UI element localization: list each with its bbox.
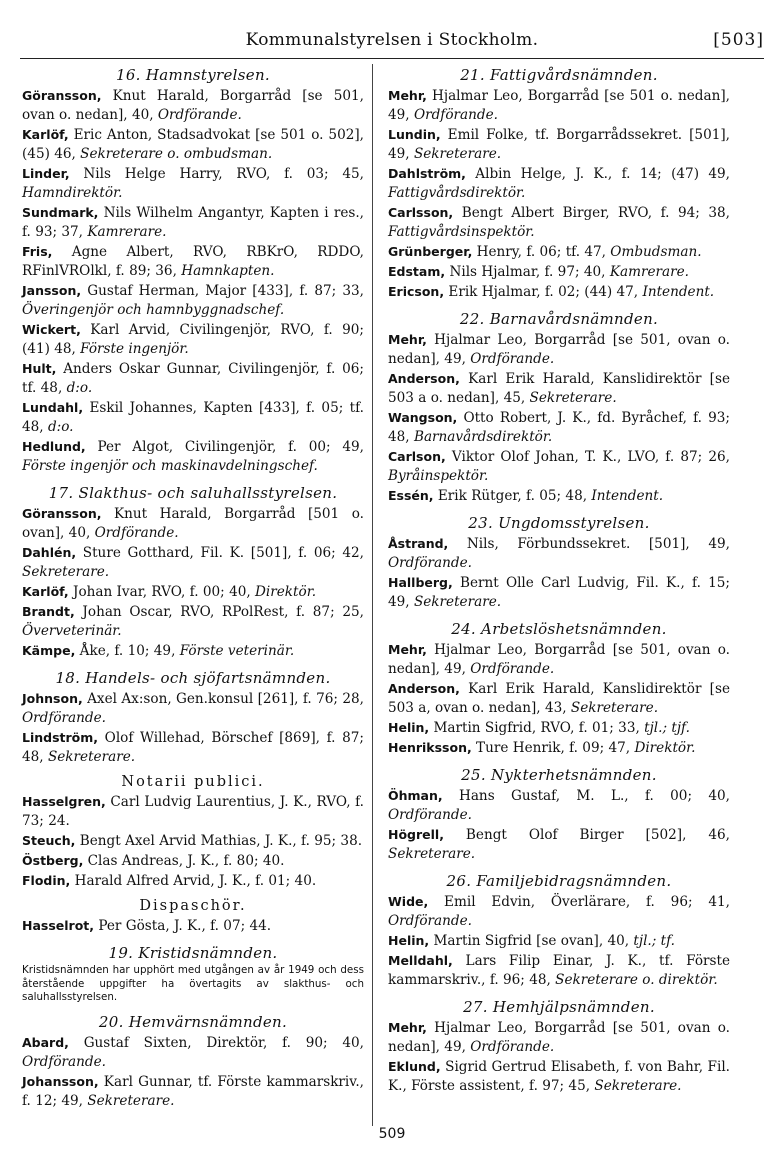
person-name: Essén, [388,488,434,503]
person-details: Anders Oskar Gunnar, Civilingenjör, f. 06; tf. 48, [22,361,364,396]
section-note: Kristidsnämnden har upphört med utgången av år 1949 och dess återstående uppgifter ha övertagits av slakthus- och saluhallsstyrelsen. [22,964,364,1003]
person-details: Nils, Förbundssekret. [501], 49, [448,536,730,552]
person-title: Direktör. [255,584,317,600]
person-details: Agne Albert, RVO, RBKrO, RDDO, RFinlVROlkl, f. 89; 36, [22,244,364,279]
page-reference: [503] [713,30,764,50]
section-heading: 18. Handels- och sjöfartsnämnden. [55,669,331,687]
person-entry [388,164,730,203]
person-name: Henriksson, [388,740,472,755]
person-title: Ordförande. [470,661,555,677]
person-name: Flodin, [22,873,71,888]
person-title: Sekreterare. [22,564,110,580]
person-title: Barnavårdsdirektör. [413,429,553,445]
person-title: Sekreterare. [594,1078,682,1094]
person-entry [22,916,364,936]
person-entry [22,792,364,831]
person-name: Anderson, [388,681,460,696]
person-entry [388,951,730,990]
person-details: Erik Hjalmar, f. 02; (44) 47, [444,284,643,300]
person-name: Johnson, [22,691,83,706]
person-details: Eskil Johannes, Kapten [433], f. 05; tf. 48, [22,400,364,435]
person-details: Sigrid Gertrud Elisabeth, f. von Bahr, Fil. K., Förste assistent, f. 97; 45, [388,1059,730,1094]
person-entry [22,641,364,661]
person-entry [388,786,730,825]
person-details: Martin Sigfrid, RVO, f. 01; 33, [429,720,645,736]
section-heading: 24. Arbetslöshetsnämnden. [451,620,667,638]
person-details: Gustaf Herman, Major [433], f. 87; 33, [81,283,364,299]
person-details: Åke, f. 10; 49, [75,643,180,659]
person-name: Johansson, [22,1073,99,1089]
person-details: Nils Helge Harry, RVO, f. 03; 45, [69,166,364,182]
person-details: Bengt Olof Birger [502], 46, [443,827,730,843]
person-title: Ordförande. [388,807,472,823]
person-name: Hasselrot, [22,918,95,933]
person-entry [22,728,364,767]
person-name: Mehr, [388,1020,427,1035]
person-entry [388,825,730,864]
person-name: Mehr, [388,642,427,657]
person-details: Clas Andreas, J. K., f. 80; 40. [83,853,285,869]
person-title: Byråinspektör. [388,468,489,484]
person-name: Åstrand, [388,536,449,551]
person-details: Sture Gotthard, Fil. K. [501], f. 06; 42, [76,545,364,561]
person-entry [388,534,730,573]
person-name: Linder, [22,166,70,181]
person-title: Ordförande. [388,555,472,571]
right-column [388,66,730,1096]
person-entry [22,1033,364,1072]
person-title: Ordförande. [388,913,472,929]
person-details: Gustaf Sixten, Direktör, f. 90; 40, [68,1034,364,1051]
person-name: Hedlund, [22,439,86,454]
person-name: Göransson, [22,506,102,521]
person-details: Per Gösta, J. K., f. 07; 44. [94,918,272,934]
person-name: Mehr, [388,88,427,103]
person-name: Lundin, [388,127,441,142]
person-entry [388,1018,730,1057]
person-name: Karlöf, [22,127,69,142]
person-title: Förste ingenjör. [80,341,189,357]
person-entry [22,242,364,281]
person-details: Henry, f. 06; tf. 47, [472,244,611,260]
person-entry [388,282,730,302]
person-title: Sekreterare. [570,700,659,716]
column-divider [372,64,373,1126]
person-entry [22,398,364,437]
person-details: Johan Oscar, RVO, RPolRest, f. 87; 25, [74,604,364,620]
person-entry [388,931,730,951]
person-name: Lindström, [22,730,99,745]
person-title: Sekreterare. [47,749,136,765]
person-entry [22,281,364,320]
person-name: Steuch, [22,833,76,848]
person-entry [22,320,364,359]
person-title: Ombudsman. [610,244,702,260]
person-entry [388,203,730,242]
running-title: Kommunalstyrelsen i Stockholm. [245,30,539,50]
person-details: Hjalmar Leo, Borgarråd [se 501, ovan o. nedan], 49, [388,1020,730,1055]
person-details: Nils Hjalmar, f. 97; 40, [445,264,610,280]
person-title: Sekreterare o. ombudsman. [80,146,273,162]
person-name: Ericson, [388,284,445,299]
person-details: Erik Rütger, f. 05; 48, [433,488,592,504]
person-name: Göransson, [22,88,102,103]
person-entry [388,486,730,506]
person-entry [22,125,364,164]
person-title: Ordförande. [157,107,242,123]
person-title: Ordförande. [94,525,179,541]
person-name: Helin, [388,933,430,948]
person-details: Bernt Olle Carl Ludvig, Fil. K., f. 15; 49, [388,575,730,610]
section-heading: 21. Fattigvårdsnämnden. [460,66,658,84]
person-name: Mehr, [388,332,427,347]
person-details: Eric Anton, Stadsadvokat [se 501 o. 502], (45) 46, [22,127,364,162]
person-details: Ture Henrik, f. 09; 47, [471,740,635,756]
person-entry [22,164,364,203]
person-name: Abard, [22,1034,69,1050]
person-entry [22,689,364,728]
person-entry [388,1057,730,1096]
person-name: Karlöf, [22,584,69,599]
person-name: Anderson, [388,371,460,386]
person-name: Dahlström, [388,166,466,181]
person-title: Hamndirektör. [22,185,123,201]
person-name: Hallberg, [388,575,453,590]
person-name: Östberg, [22,853,84,868]
person-details: Martin Sigfrid [se ovan], 40, [429,933,634,949]
person-title: Kamrerare. [609,264,689,280]
person-title: Ordförande. [22,710,106,726]
section-subheading: Notarii publici. [121,774,265,790]
person-name: Wangson, [388,410,458,425]
section-heading: 17. Slakthus- och saluhallsstyrelsen. [48,484,338,502]
person-entry [22,851,364,871]
person-entry [388,738,730,758]
person-title: Ordförande. [470,351,555,367]
person-title: tjl.; tf. [633,933,675,949]
person-title: Förste veterinär. [179,643,295,659]
section-heading: 27. Hemhjälpsnämnden. [463,998,655,1016]
person-entry [22,831,364,851]
person-title: Fattigvårdsdirektör. [388,185,526,201]
left-column [22,66,364,1111]
person-title: d:o. [47,419,74,435]
person-title: Hamnkapten. [181,263,275,279]
person-details: Per Algot, Civilingenjör, f. 00; 49, [85,439,364,455]
person-entry [388,892,730,931]
person-details: Karl Erik Harald, Kanslidirektör [se 503 a, ovan o. nedan], 43, [388,681,730,716]
person-details: Olof Willehad, Börschef [869], f. 87; 48, [22,730,364,765]
person-name: Helin, [388,720,430,735]
person-details: Karl Arvid, Civilingenjör, RVO, f. 90; (41) 48, [22,322,364,357]
section-heading: 20. Hemvärnsnämnden. [98,1012,288,1031]
person-name: Högrell, [388,827,444,842]
person-entry [22,359,364,398]
person-name: Dahlén, [22,545,77,560]
person-title: Ordförande. [22,1053,106,1070]
person-entry [388,573,730,612]
person-details: Emil Edvin, Överlärare, f. 96; 41, [428,894,730,910]
person-details: Viktor Olof Johan, T. K., LVO, f. 87; 26, [445,449,730,465]
person-name: Lundahl, [22,400,84,415]
person-details: Otto Robert, J. K., fd. Byråchef, f. 93; 48, [388,410,730,445]
person-entry [22,543,364,582]
person-name: Eklund, [388,1059,441,1074]
person-details: Nils Wilhelm Angantyr, Kapten i res., f. 93; 37, [22,205,364,240]
person-name: Sundmark, [22,205,99,220]
person-details: Bengt Albert Birger, RVO, f. 94; 38, [453,205,730,221]
person-entry [22,871,364,891]
person-title: Sekreterare. [529,390,617,406]
person-name: Carlsson, [388,205,454,220]
person-entry [388,408,730,447]
person-name: Hasselgren, [22,794,106,809]
person-name: Öhman, [388,788,443,803]
person-details: Hjalmar Leo, Borgarråd [se 501 o. nedan], 49, [388,88,730,123]
person-entry [388,330,730,369]
person-title: Sekreterare. [413,146,502,162]
person-details: Karl Erik Harald, Kanslidirektör [se 503 a o. nedan], 45, [388,371,730,406]
person-title: Förste ingenjör och maskinavdelningschef. [22,458,318,474]
section-subheading: Dispaschör. [139,898,247,914]
person-details: Hans Gustaf, M. L., f. 00; 40, [442,788,730,804]
person-details: Carl Ludvig Laurentius, J. K., RVO, f. 73; 24. [22,794,364,829]
person-title: Sekreterare. [87,1092,175,1109]
person-details: Harald Alfred Arvid, J. K., f. 01; 40. [70,873,317,889]
person-name: Kämpe, [22,643,76,658]
person-entry [22,437,364,476]
person-entry [388,86,730,125]
section-heading: 23. Ungdomsstyrelsen. [468,514,650,532]
person-details: Axel Ax:son, Gen.konsul [261], f. 76; 28, [82,691,364,707]
person-details: Knut Harald, Borgarråd [se 501, ovan o. nedan], 40, [22,88,364,123]
person-details: Bengt Axel Arvid Mathias, J. K., f. 95; 38. [75,833,363,849]
person-entry [388,447,730,486]
person-name: Edstam, [388,264,446,279]
section-heading: 19. Kristidsnämnden. [108,944,278,962]
person-entry [22,504,364,543]
person-entry [388,369,730,408]
person-name: Wickert, [22,322,81,337]
person-title: Sekreterare. [413,594,502,610]
person-entry [388,640,730,679]
person-name: Jansson, [22,283,82,298]
person-entry [388,718,730,738]
section-heading: 26. Familjebidragsnämnden. [446,872,672,890]
person-title: Överveterinär. [22,623,122,639]
person-title: Ordförande. [470,1039,555,1055]
person-details: Hjalmar Leo, Borgarråd [se 501, ovan o. nedan], 49, [388,332,730,367]
person-entry [388,242,730,262]
person-details: Emil Folke, tf. Borgarrådssekret. [501], 49, [388,127,730,162]
person-details: Albin Helge, J. K., f. 14; (47) 49, [465,166,730,182]
person-name: Fris, [22,244,53,259]
person-details: Karl Gunnar, tf. Förste kammarskriv., f. 12; 49, [22,1073,364,1109]
person-title: Direktör. [634,740,696,756]
person-name: Hult, [22,361,57,376]
person-entry [388,679,730,718]
person-title: Sekreterare. [388,846,476,862]
person-entry [388,262,730,282]
page-header [20,30,764,56]
section-heading: 25. Nykterhetsnämnden. [461,766,657,784]
person-details: Hjalmar Leo, Borgarråd [se 501, ovan o. nedan], 49, [388,642,730,677]
person-title: tjl.; tjf. [644,720,690,736]
person-title: Överingenjör och hamnbyggnadschef. [22,302,285,318]
person-title: Intendent. [642,284,715,300]
person-entry [22,582,364,602]
person-title: Ordförande. [413,107,498,123]
person-name: Wide, [388,894,429,909]
person-title: Fattigvårdsinspektör. [388,224,535,240]
person-title: Intendent. [591,488,664,504]
person-details: Knut Harald, Borgarråd [501 o. ovan], 40, [22,506,364,541]
person-details: Lars Filip Einar, J. K., tf. Förste kammarskriv., f. 96; 48, [388,953,730,988]
person-title: Sekreterare o. direktör. [555,972,718,988]
person-entry [22,1072,364,1111]
person-entry [388,125,730,164]
person-entry [22,203,364,242]
section-heading: 22. Barnavårdsnämnden. [459,310,659,328]
section-heading: 16. Hamnstyrelsen. [116,66,270,84]
person-name: Grünberger, [388,244,473,259]
person-entry [22,86,364,125]
person-name: Melldahl, [388,953,453,968]
header-rule [20,58,764,59]
page-number: 509 [378,1126,406,1142]
person-title: d:o. [66,380,93,396]
person-name: Brandt, [22,604,75,619]
person-details: Johan Ivar, RVO, f. 00; 40, [68,584,256,600]
person-title: Kamrerare. [87,224,167,240]
person-entry [22,602,364,641]
person-name: Carlson, [388,449,446,464]
